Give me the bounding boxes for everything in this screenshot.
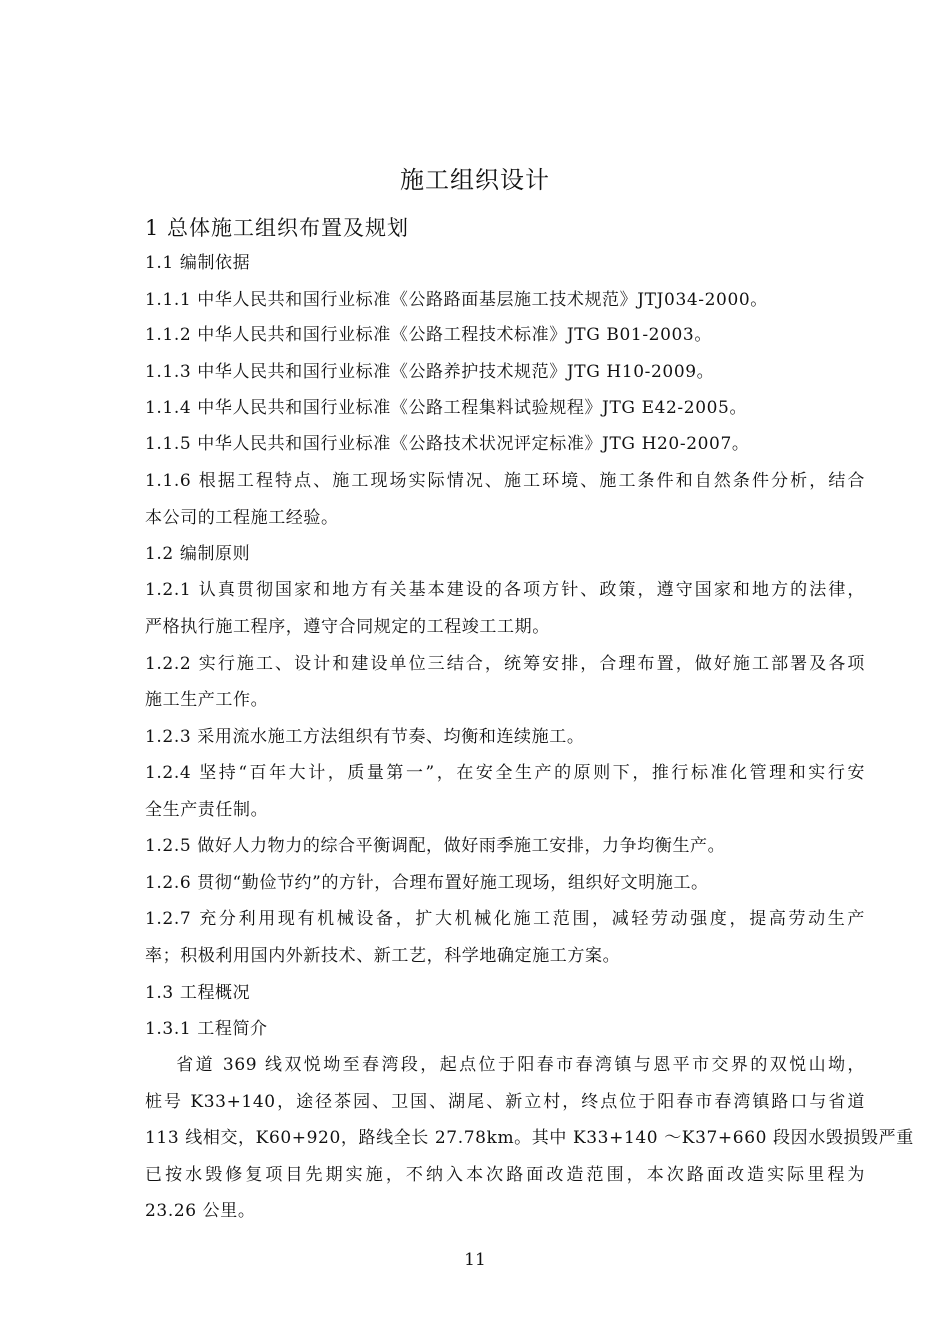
body-paragraph-line: 23.26 公里。 [145,1201,256,1221]
list-item-continuation: 本公司的工程施工经验。 [145,508,339,528]
page-number: 11 [464,1250,486,1270]
section-heading-1-3: 1.3 工程概况 [145,983,251,1003]
body-paragraph-line: 省道 369 线双悦坳至春湾段，起点位于阳春市春湾镇与恩平市交界的双悦山坳， [145,1055,865,1075]
list-item: 1.1.4 中华人民共和国行业标准《公路工程集料试验规程》JTG E42-2005。 [145,398,748,418]
list-item: 1.2.7 充分利用现有机械设备，扩大机械化施工范围，减轻劳动强度，提高劳动生产 [145,909,865,929]
list-item: 1.2.2 实行施工、设计和建设单位三结合，统筹安排，合理布置，做好施工部署及各项 [145,654,865,674]
section-heading-1-1: 1.1 编制依据 [145,253,251,273]
body-paragraph-line: 桩号 K33+140，途径茶园、卫国、湖尾、新立村，终点位于阳春市春湾镇路口与省道 [145,1092,865,1112]
document-title: 施工组织设计 [400,166,550,194]
section-heading-1-2: 1.2 编制原则 [145,544,251,564]
list-item: 1.1.6 根据工程特点、施工现场实际情况、施工环境、施工条件和自然条件分析，结合 [145,471,865,491]
list-item: 1.2.3 采用流水施工方法组织有节奏、均衡和连续施工。 [145,727,585,747]
list-item: 1.1.1 中华人民共和国行业标准《公路路面基层施工技术规范》JTJ034-2000。 [145,290,768,310]
list-item: 1.1.3 中华人民共和国行业标准《公路养护技术规范》JTG H10-2009。 [145,362,715,382]
list-item-continuation: 率；积极利用国内外新技术、新工艺，科学地确定施工方案。 [145,946,621,966]
list-item-continuation: 施工生产工作。 [145,690,269,710]
list-item: 1.2.6 贯彻“勤俭节约”的方针，合理布置好施工现场，组织好文明施工。 [145,873,709,893]
list-item: 1.1.2 中华人民共和国行业标准《公路工程技术标准》JTG B01-2003。 [145,325,712,345]
section-heading-1-3-1: 1.3.1 工程简介 [145,1019,268,1039]
section-heading-1: 1 总体施工组织布置及规划 [145,216,410,240]
list-item: 1.2.4 坚持“百年大计，质量第一”，在安全生产的原则下，推行标准化管理和实行安 [145,763,865,783]
list-item: 1.2.5 做好人力物力的综合平衡调配，做好雨季施工安排，力争均衡生产。 [145,836,726,856]
list-item-continuation: 严格执行施工程序，遵守合同规定的工程竣工工期。 [145,617,550,637]
list-item: 1.1.5 中华人民共和国行业标准《公路技术状况评定标准》JTG H20-2007。 [145,434,750,454]
list-item-continuation: 全生产责任制。 [145,800,269,820]
list-item: 1.2.1 认真贯彻国家和地方有关基本建设的各项方针、政策，遵守国家和地方的法律， [145,580,865,600]
body-paragraph-line: 113 线相交，K60+920，路线全长 27.78km。其中 K33+140 ～K37+660 段因水毁损毁严重 [145,1128,914,1148]
body-paragraph-line: 已按水毁修复项目先期实施，不纳入本次路面改造范围，本次路面改造实际里程为 [145,1165,865,1185]
